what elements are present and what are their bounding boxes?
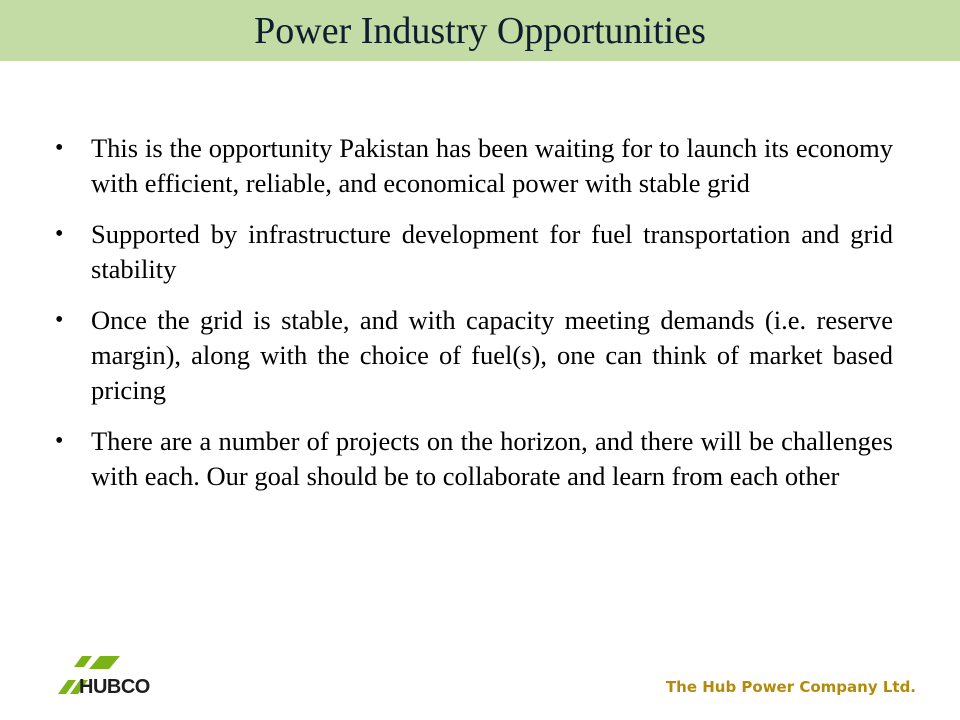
bullet-dot-icon: • [55, 307, 64, 333]
bullet-item [55, 303, 893, 408]
bullet-text: This is the opportunity Pakistan has been waiting for to launch its economy with efficient, reliable, and economical power with stable grid [91, 133, 893, 198]
bullet-text: Supported by infrastructure development for fuel transportation and grid stability [91, 219, 893, 284]
bullet-item [55, 217, 893, 287]
bullet-item [55, 424, 893, 494]
bullet-list [55, 131, 893, 510]
slide-title: Power Industry Opportunities [254, 9, 706, 52]
company-name: The Hub Power Company Ltd. [665, 678, 916, 696]
bullet-dot-icon: • [55, 428, 64, 454]
bullet-text: There are a number of projects on the horizon, and there will be challenges with each. Our goal should be to collaborate and learn from each other [91, 426, 893, 491]
hubco-logo-text: HUBCO [79, 676, 150, 698]
bullet-dot-icon: • [55, 221, 64, 247]
bullet-dot-icon: • [55, 135, 64, 161]
bullet-text: Once the grid is stable, and with capacity meeting demands (i.e. reserve margin), along with the choice of fuel(s), one can think of market based pricing [91, 305, 893, 405]
title-bar [0, 0, 960, 61]
bullet-item [55, 131, 893, 201]
